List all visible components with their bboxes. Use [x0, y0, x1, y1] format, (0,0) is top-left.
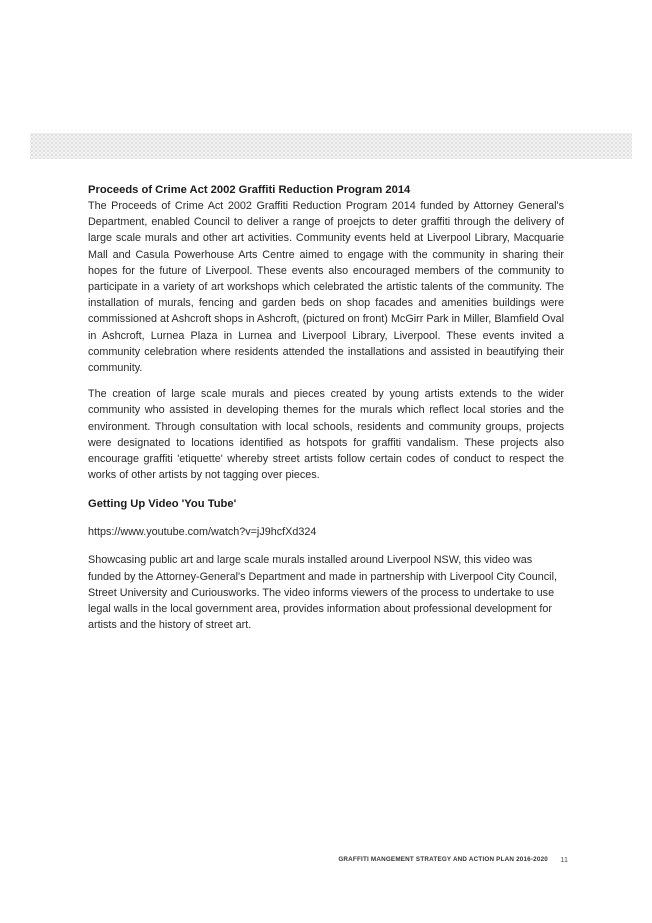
page-content	[88, 182, 564, 633]
paragraph-murals-description: The creation of large scale murals and pieces created by young artists extends to the wider community who assisted in developing themes for the murals which reflect local stories and the environment. Through consultation with local schools, residents and community groups, projects were designated to locations identified as hotspots for graffiti vandalism. These projects also encourage graffiti 'etiquette' whereby street artists follow certain codes of conduct to respect the works of other artists by not tagging over pieces.	[88, 388, 564, 482]
footer-document-title: GRAFFITI MANGEMENT STRATEGY AND ACTION PLAN 2016-2020	[338, 856, 548, 863]
footer-page-number: 11	[560, 855, 568, 864]
paragraph-video-description: Showcasing public art and large scale murals installed around Liverpool NSW, this video was funded by the Attorney-General's Department and made in partnership with Liverpool City Council, Street University and Curiousworks. The video informs viewers of the process to undertake to use legal walls in the local government area, provides information about professional development for artists and the history of street art.	[88, 554, 557, 632]
section-heading-getting-up-video: Getting Up Video 'You Tube'	[88, 498, 237, 511]
paragraph-program-description: The Proceeds of Crime Act 2002 Graffiti Reduction Program 2014 funded by Attorney General's Department, enabled Council to deliver a range of proejcts to deter graffiti through the delivery of large scale murals and other art activities. Community events held at Liverpool Library, Macquarie Mall and Casula Powerhouse Arts Centre aimed to engage with the community in sharing their hopes for the future of Liverpool. These events also encouraged members of the community to participate in a variety of art workshops which celebrated the artistic talents of the community. The installation of murals, fencing and garden beds on shop facades and amenities buildings were commissioned at Ashcroft shops in Ashcroft, (pictured on front) McGirr Park in Miller, Blamfield Oval in Ashcroft, Lurnea Plaza in Lurnea and Liverpool Library, Liverpool. These events invited a community celebration where residents attended the installations and assisted in beautifying their community.	[88, 200, 564, 375]
section-heading-proceeds-of-crime: Proceeds of Crime Act 2002 Graffiti Reduction Program 2014	[88, 184, 411, 196]
decorative-banner	[30, 133, 632, 159]
video-url-link[interactable]: https://www.youtube.com/watch?v=jJ9hcfXd324	[88, 526, 317, 539]
